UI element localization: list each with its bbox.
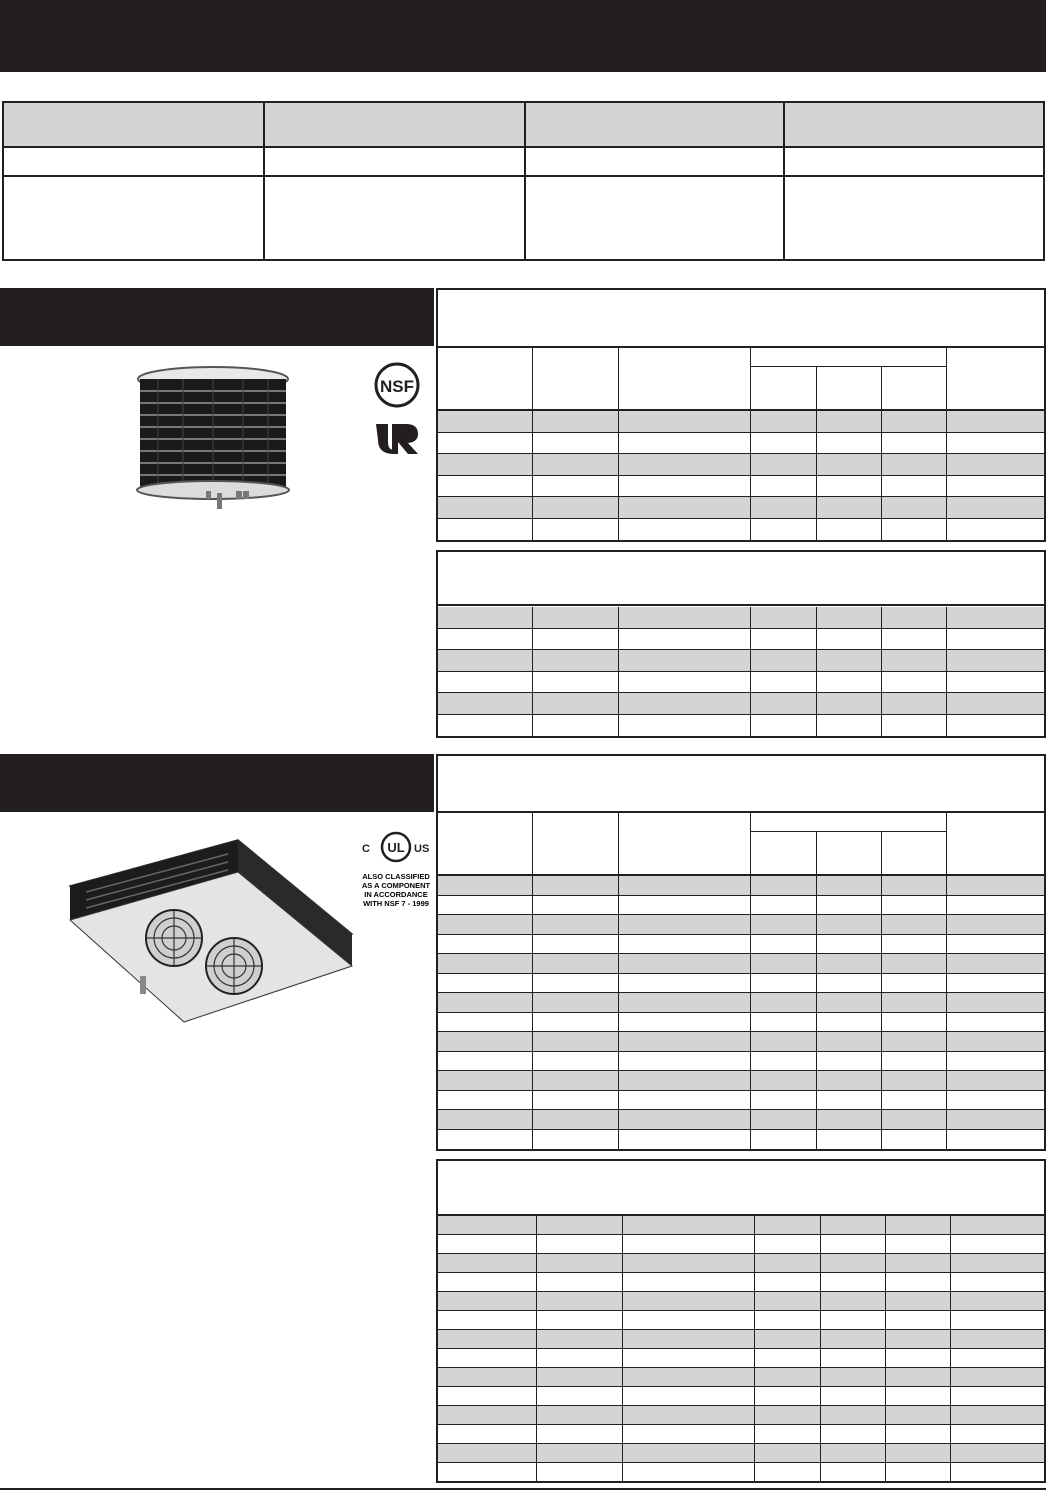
- table-header: [438, 348, 1044, 410]
- table-body: [438, 1216, 1044, 1481]
- coil-illustration: [128, 363, 298, 513]
- table-row: [438, 954, 1044, 974]
- table-body: [438, 607, 1044, 736]
- ur-recognized-icon: [372, 420, 422, 456]
- nsf-logo-icon: [372, 362, 422, 408]
- table-row: [438, 1235, 1044, 1254]
- table-row: [438, 1463, 1044, 1481]
- table-row: [438, 935, 1044, 954]
- table-row: [438, 715, 1044, 736]
- table-row: [438, 1071, 1044, 1091]
- svg-text:US: US: [414, 843, 430, 855]
- table-row: [438, 476, 1044, 497]
- nsf-classification-note: [356, 872, 436, 908]
- table-row: [438, 411, 1044, 433]
- table-row: [438, 876, 1044, 896]
- table-row: [438, 1387, 1044, 1406]
- table-body: [438, 876, 1044, 1149]
- table-row: [438, 433, 1044, 454]
- cert-note-line: WITH NSF 7 - 1999: [363, 899, 429, 908]
- bottom-rule: [0, 1488, 1046, 1490]
- section-1-secondary-table: [436, 550, 1046, 738]
- cul-us-logo-icon: [360, 828, 432, 868]
- table-row: [438, 1330, 1044, 1349]
- section-2-performance-table: [436, 754, 1046, 1151]
- evaporator-illustration: [62, 834, 358, 1026]
- table-header: [438, 813, 1044, 875]
- table-row: [438, 1425, 1044, 1444]
- table-row: [438, 454, 1044, 476]
- table-row: [438, 1368, 1044, 1387]
- section-1-performance-table: [436, 288, 1046, 542]
- table-row: [438, 519, 1044, 540]
- section-2-title-bar: [0, 754, 434, 812]
- table-row: [438, 896, 1044, 915]
- svg-text:UL: UL: [387, 840, 405, 855]
- table-row: [438, 1052, 1044, 1071]
- product-image-evaporator: [62, 834, 358, 1026]
- table-row: [438, 1091, 1044, 1110]
- table-row: [438, 1311, 1044, 1330]
- top-banner: [0, 0, 1046, 72]
- table-row: [438, 1216, 1044, 1235]
- table-row: [438, 1349, 1044, 1368]
- table-row: [438, 974, 1044, 993]
- table-row: [438, 1273, 1044, 1292]
- header-rule-1: [4, 146, 1043, 148]
- table-row: [438, 607, 1044, 629]
- table-row: [438, 1032, 1044, 1052]
- table-row: [438, 1254, 1044, 1273]
- table-row: [438, 497, 1044, 519]
- table-title-rule: [438, 604, 1044, 606]
- header-info-table: [2, 101, 1045, 261]
- product-image-coil: [128, 363, 298, 513]
- header-col-3: [526, 103, 785, 259]
- table-body: [438, 411, 1044, 540]
- table-row: [438, 993, 1044, 1013]
- header-rule-2: [4, 175, 1043, 177]
- table-row: [438, 1406, 1044, 1425]
- section-2-secondary-table: [436, 1159, 1046, 1483]
- svg-text:C: C: [362, 843, 370, 855]
- table-row: [438, 1130, 1044, 1149]
- table-row: [438, 629, 1044, 650]
- header-col-1: [4, 103, 265, 259]
- table-row: [438, 1444, 1044, 1463]
- svg-text:NSF: NSF: [380, 377, 414, 396]
- cert-note-line: IN ACCORDANCE: [364, 890, 428, 899]
- table-row: [438, 1013, 1044, 1032]
- table-row: [438, 1110, 1044, 1130]
- cert-note-line: AS A COMPONENT: [361, 881, 431, 890]
- cert-note-line: ALSO CLASSIFIED: [362, 872, 430, 881]
- table-row: [438, 650, 1044, 672]
- section-1-title-bar: [0, 288, 434, 346]
- table-row: [438, 672, 1044, 693]
- header-col-2: [265, 103, 526, 259]
- table-row: [438, 1292, 1044, 1311]
- table-row: [438, 915, 1044, 935]
- table-row: [438, 693, 1044, 715]
